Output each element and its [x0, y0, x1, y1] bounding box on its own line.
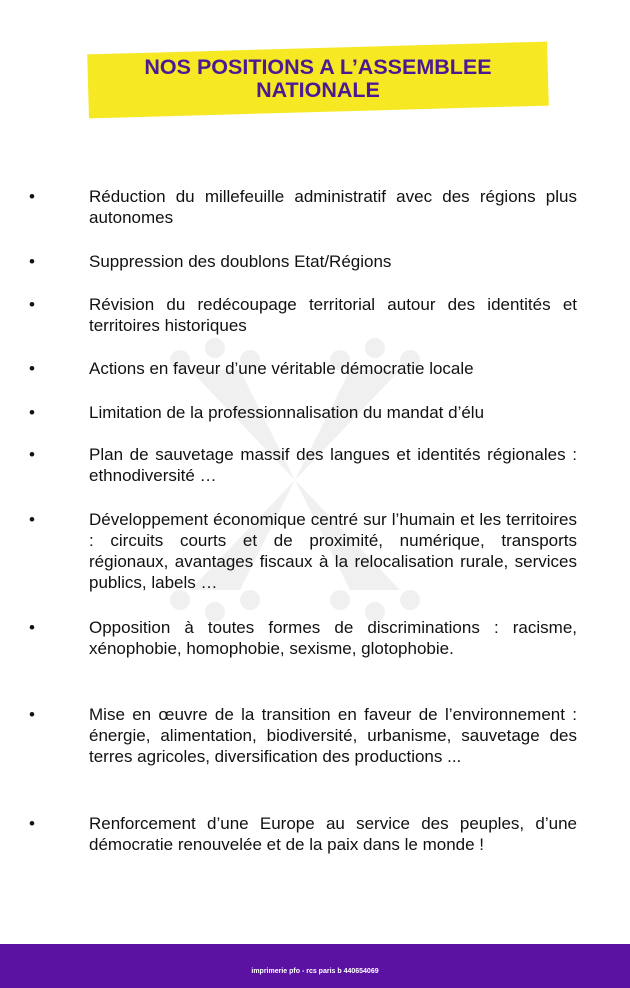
list-item-text: Renforcement d’une Europe au service des peuples, d’une démocratie renouvelée et de la paix dans le monde ! [89, 814, 577, 854]
bullet-icon: • [29, 618, 35, 637]
list-item-text: Mise en œuvre de la transition en faveur de l’environnement : énergie, alimentation, biodiversité, urbanisme, sauvetage des terres agricoles, diversification des productions ... [89, 705, 577, 766]
list-item [0, 704, 630, 813]
list-item [0, 358, 630, 402]
bullet-icon: • [29, 814, 35, 833]
list-item [0, 251, 630, 294]
title-line-1: NOS POSITIONS A L’ASSEMBLEE [144, 55, 492, 79]
list-item [0, 444, 630, 509]
footer-bar [0, 944, 630, 988]
list-item-text: Suppression des doublons Etat/Régions [89, 252, 392, 271]
bullet-icon: • [29, 510, 35, 529]
page-title [88, 56, 548, 102]
bullet-icon: • [29, 187, 35, 206]
list-item-text: Plan de sauvetage massif des langues et identités régionales : ethnodiversité … [89, 445, 577, 485]
list-item-text: Opposition à toutes formes de discriminations : racisme, xénophobie, homophobie, sexisme, glotophobie. [89, 618, 577, 658]
list-item-text: Actions en faveur d’une véritable démocratie locale [89, 359, 474, 378]
positions-list [0, 186, 630, 879]
bullet-icon: • [29, 705, 35, 724]
list-item-text: Limitation de la professionnalisation du mandat d’élu [89, 403, 485, 422]
bullet-icon: • [29, 445, 35, 464]
bullet-icon: • [29, 359, 35, 378]
list-item [0, 813, 630, 879]
bullet-icon: • [29, 295, 35, 314]
list-item [0, 402, 630, 444]
bullet-icon: • [29, 403, 35, 422]
list-item [0, 186, 630, 251]
list-item [0, 617, 630, 704]
printer-credit: imprimerie pfo - rcs paris b 440654069 [251, 968, 379, 975]
list-item [0, 294, 630, 358]
list-item [0, 509, 630, 617]
list-item-text: Révision du redécoupage territorial autour des identités et territoires historiques [89, 295, 577, 335]
list-item-text: Réduction du millefeuille administratif avec des régions plus autonomes [89, 187, 577, 227]
bullet-icon: • [29, 252, 35, 271]
title-line-2: NATIONALE [256, 78, 380, 102]
list-item-text: Développement économique centré sur l’humain et les territoires : circuits courts et de proximité, numérique, transports régionaux, avantages fiscaux à la relocalisation rurale, services publics, labels … [89, 510, 577, 592]
